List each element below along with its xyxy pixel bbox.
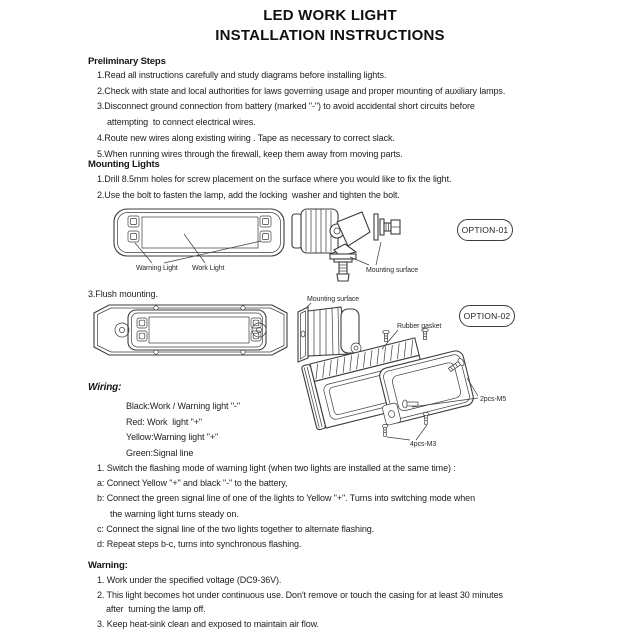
preliminary-steps-list — [97, 68, 505, 162]
screw-m3-2 — [382, 424, 388, 436]
wiring-heading: Wiring: — [88, 382, 122, 393]
mounting-surface-label-option2: Mounting surface — [307, 296, 360, 303]
doc-title-line1: LED WORK LIGHT — [263, 7, 397, 24]
wiring-red: Red: Work light "+" — [126, 416, 203, 427]
preliminary-step-1: 1.Read all instructions carefully and study diagrams before installing lights. — [97, 70, 387, 80]
preliminary-step-3-cont: attempting to connect electrical wires. — [107, 117, 256, 128]
exploded-view-diagram — [298, 318, 538, 468]
work-light-label: Work Light — [192, 265, 225, 272]
preliminary-step-2: 2.Check with state and local authorities for laws governing usage and proper mounting of auxiliary lamps. — [97, 85, 506, 96]
warning-light-label: Warning Light — [136, 265, 178, 272]
warning-heading: Warning: — [88, 560, 128, 571]
warning-item-1: 1. Work under the specified voltage (DC9-36V). — [97, 575, 282, 585]
side-bolt — [374, 214, 400, 240]
warning-led-top-right — [260, 216, 271, 227]
warning-list — [97, 573, 503, 632]
warning-led-bottom-left — [128, 231, 139, 242]
warning-item-3: 3. Keep heat-sink clean and exposed to maintain air flow. — [97, 619, 319, 630]
mounting-step-1: 1.Drill 8.5mm holes for screw placement on the surface where you would like to fix the light. — [97, 174, 452, 184]
flush-mounting-step: 3.Flush mounting. — [88, 289, 158, 299]
flashing-line-b: b: Connect the green signal line of one of the lights to Yellow "+". Turns into switching mode when — [97, 493, 475, 504]
flashing-line-d: d: Repeat steps b-c, turns into synchronous flashing. — [97, 539, 302, 550]
wiring-black: Black:Work / Warning light "-" — [126, 401, 240, 411]
flashing-line-a: a: Connect Yellow "+" and black "-" to the battery, — [97, 478, 288, 489]
mounting-step-2: 2.Use the bolt to fasten the lamp, add the locking washer and tighten the bolt. — [97, 189, 400, 200]
preliminary-steps-heading: Preliminary Steps — [88, 56, 166, 67]
warning-led-bottom-right — [260, 231, 271, 242]
mounting-lights-heading: Mounting Lights — [88, 159, 160, 170]
work-light-bar-front-view-diagram — [112, 206, 297, 278]
mounting-steps-list — [97, 172, 451, 203]
wiring-list — [126, 399, 240, 461]
preliminary-step-5: 5.When running wires through the firewall, keep them away from moving parts. — [97, 148, 403, 159]
flashing-line-b-cont: the warning light turns steady on. — [110, 508, 239, 519]
option-02-badge-text: OPTION-02 — [463, 311, 511, 321]
bracket-mount-side-view-diagram — [290, 202, 425, 287]
flush-mount-bar-front-view-diagram — [93, 304, 288, 356]
flashing-line-1: 1. Switch the flashing mode of warning light (when two lights are installed at the same time) : — [97, 463, 456, 473]
mounting-surface-label-option1: Mounting surface — [366, 267, 419, 274]
warning-item-2: 2. This light becomes hot under continuous use. Don't remove or touch the casing for at least 30 minutes — [97, 589, 503, 600]
screws-m3-label: 4pcs-M3 — [410, 441, 437, 448]
flashing-mode-list — [97, 461, 475, 552]
doc-title-line2: INSTALLATION INSTRUCTIONS — [215, 27, 445, 44]
preliminary-step-3: 3.Disconnect ground connection from battery (marked "-") to avoid accidental short circuits before — [97, 101, 475, 112]
preliminary-step-4: 4.Route new wires along existing wiring . Tape as necessary to correct slack. — [97, 132, 395, 143]
option-01-badge — [457, 219, 513, 241]
mounting-hole-left — [115, 323, 129, 337]
bottom-bolt — [334, 259, 352, 281]
flashing-line-c: c: Connect the signal line of the two lights together to alternate flashing. — [97, 523, 375, 534]
warning-led-top-left — [128, 216, 139, 227]
wiring-green: Green:Signal line — [126, 447, 194, 458]
option-01-badge-text: OPTION-01 — [461, 225, 509, 235]
work-light-panel — [142, 217, 258, 248]
warning-item-2-cont: after turning the lamp off. — [106, 604, 206, 615]
lamp-housing-outline — [114, 209, 284, 256]
wiring-yellow: Yellow:Warning light "+" — [126, 432, 219, 442]
screw-m3-1 — [423, 412, 429, 424]
screws-m5-label: 2pcs-M5 — [480, 396, 507, 403]
screw-top-1 — [383, 330, 389, 341]
lamp-side-body — [292, 209, 344, 253]
rubber-gasket-label: Rubber gasket — [397, 323, 442, 330]
